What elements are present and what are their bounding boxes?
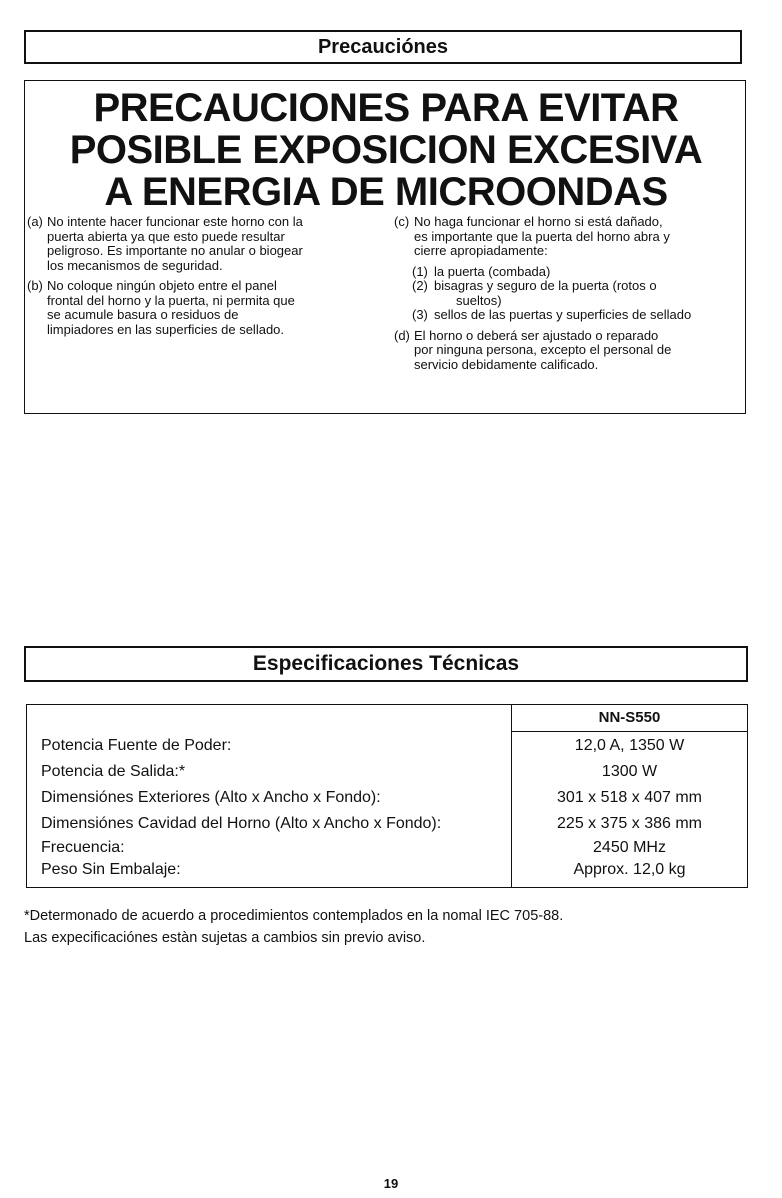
subitem-line: la puerta (combada) xyxy=(434,263,551,279)
item-line: se acumule basura o residuos de xyxy=(47,307,239,322)
spec-label: Peso Sin Embalaje: xyxy=(41,861,181,878)
item-line: frontal del horno y la puerta, ni permita que xyxy=(47,292,295,308)
warning-column-right xyxy=(394,215,746,378)
item-marker: (d) xyxy=(394,327,410,343)
warning-item-a xyxy=(27,215,387,273)
item-line: limpiadores en las superficies de sellado. xyxy=(47,321,285,337)
item-line: No coloque ningún objeto entre el panel xyxy=(47,278,277,293)
item-line: No intente hacer funcionar este horno con la xyxy=(47,214,303,229)
spec-header-divider xyxy=(512,731,747,732)
spec-label: Dimensiónes Exteriores (Alto x Ancho x Fondo): xyxy=(41,789,381,806)
subitem-marker: (3) xyxy=(412,307,428,322)
item-line: cierre apropiadamente: xyxy=(414,243,548,258)
spec-value: 1300 W xyxy=(601,763,658,780)
spec-value: 225 x 375 x 386 mm xyxy=(557,815,702,832)
spec-footnote: *Determonado de acuerdo a procedimientos contemplados en la nomal IEC 705-88. xyxy=(24,908,564,924)
warning-item-d xyxy=(394,329,746,373)
especificaciones-header: Especificaciones Técnicas xyxy=(24,646,748,682)
item-line: es importante que la puerta del horno abra y xyxy=(414,228,670,244)
spec-disclaimer: Las expecificaciónes estàn sujetas a cambios sin previo aviso. xyxy=(24,930,426,946)
warning-box xyxy=(24,80,746,414)
spec-table xyxy=(26,704,748,888)
item-line: peligroso. Es importante no anular o biogear xyxy=(47,243,303,258)
item-marker: (b) xyxy=(27,278,43,293)
spec-label: Potencia de Salida:* xyxy=(41,763,186,780)
item-line: servicio debidamente calificado. xyxy=(414,356,599,372)
spec-row xyxy=(27,857,747,883)
spec-row xyxy=(27,733,747,759)
page-number: 19 xyxy=(383,1176,399,1191)
spec-row xyxy=(27,811,747,837)
spec-value: 2450 MHz xyxy=(593,839,666,856)
warning-title-line-1: PRECAUCIONES PARA EVITAR xyxy=(93,86,679,130)
warning-title xyxy=(25,87,747,213)
warning-item-b xyxy=(27,279,387,337)
spec-value: 12,0 A, 1350 W xyxy=(574,737,685,754)
item-line: El horno o deberá ser ajustado o reparado xyxy=(414,327,659,343)
item-line: por ninguna persona, excepto el personal de xyxy=(414,342,672,357)
spec-model-header: NN-S550 xyxy=(598,709,661,726)
spec-value: Approx. 12,0 kg xyxy=(573,861,686,878)
warning-title-line-2: POSIBLE EXPOSICION EXCESIVA xyxy=(69,128,703,172)
warning-subitem-3 xyxy=(394,308,746,323)
warning-subitem-2 xyxy=(394,279,746,308)
spec-label: Frecuencia: xyxy=(41,839,125,856)
item-marker: (c) xyxy=(394,214,410,229)
warning-column-left xyxy=(27,215,387,343)
spec-label: Potencia Fuente de Poder: xyxy=(41,737,232,754)
precauciones-header: Precauciónes xyxy=(24,30,742,64)
item-line: los mecanismos de seguridad. xyxy=(47,257,223,273)
subitem-line: sueltos) xyxy=(456,292,502,308)
subitem-marker: (2) xyxy=(412,278,428,293)
item-marker: (a) xyxy=(27,214,43,229)
spec-label: Dimensiónes Cavidad del Horno (Alto x Ancho x Fondo): xyxy=(41,815,442,832)
item-line: No haga funcionar el horno si está dañado, xyxy=(414,214,663,229)
item-line: puerta abierta ya que esto puede resultar xyxy=(47,228,285,244)
spec-row xyxy=(27,759,747,785)
spec-row xyxy=(27,785,747,811)
spec-value: 301 x 518 x 407 mm xyxy=(557,789,702,806)
warning-subitem-1 xyxy=(394,265,746,280)
subitem-marker: (1) xyxy=(412,263,428,279)
subitem-line: bisagras y seguro de la puerta (rotos o xyxy=(434,278,657,293)
warning-item-c xyxy=(394,215,746,259)
warning-title-line-3: A ENERGIA DE MICROONDAS xyxy=(104,170,668,214)
subitem-line: sellos de las puertas y superficies de sellado xyxy=(434,307,692,322)
